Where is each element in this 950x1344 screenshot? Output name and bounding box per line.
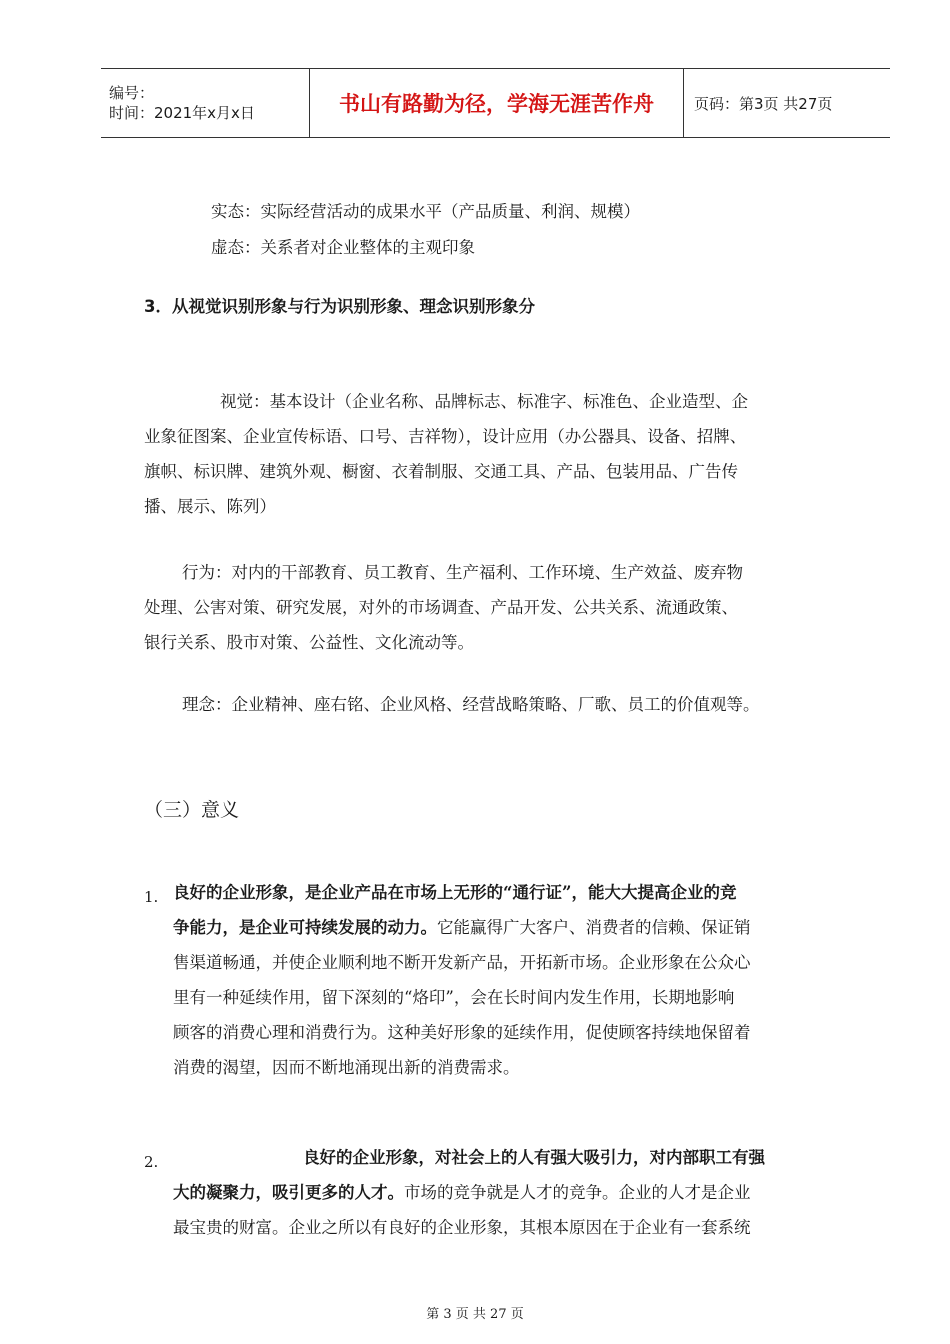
- item2-bold: 大的凝聚力，吸引更多的人才。: [173, 1183, 404, 1202]
- header-date-label: 时间：2021年x月x日: [109, 104, 255, 122]
- heading-3: 3．从视觉识别形象与行为识别形象、理念识别形象分: [144, 297, 535, 316]
- paragraph-concept: 理念：企业精神、座右铭、企业风格、经营战略策略、厂歌、员工的价值观等。: [182, 695, 760, 714]
- item2-line: [173, 1175, 853, 1210]
- page-header: [101, 68, 890, 138]
- behavior-line: 行为：对内的干部教育、员工教育、生产福利、工作环境、生产效益、废弃物: [182, 563, 743, 582]
- item1-line: 里有一种延续作用，留下深刻的“烙印”，会在长时间内发生作用，长期地影响: [173, 988, 735, 1007]
- page-footer: 第 3 页 共 27 页: [426, 1307, 524, 1322]
- item2-line: 最宝贵的财富。企业之所以有良好的企业形象，其根本原因在于企业有一套系统: [173, 1218, 751, 1237]
- item1-line: 良好的企业形象，是企业产品在市场上无形的“通行证”，能大大提高企业的竞: [173, 883, 737, 902]
- item1-rest: 它能赢得广大客户、消费者的信赖、保证销: [437, 918, 751, 937]
- line-shitai: 实态：实际经营活动的成果水平（产品质量、利润、规模）: [211, 202, 640, 221]
- item2-number: 2.: [144, 1153, 159, 1171]
- line-xutai: 虚态：关系者对企业整体的主观印象: [211, 238, 475, 257]
- header-number-label: 编号：: [109, 84, 155, 102]
- item1-line: 售渠道畅通，并使企业顺利地不断开发新产品，开拓新市场。企业形象在公众心: [173, 953, 751, 972]
- visual-line: 旗帜、标识牌、建筑外观、橱窗、衣着制服、交通工具、产品、包装用品、广告传: [144, 462, 738, 481]
- paragraph-behavior: [144, 555, 824, 660]
- item1-bold: 争能力，是企业可持续发展的动力。: [173, 918, 437, 937]
- item1-paragraph: [173, 875, 853, 1085]
- behavior-line: 银行关系、股市对策、公益性、文化流动等。: [144, 633, 474, 652]
- paragraph-visual: [144, 384, 824, 524]
- visual-line: 视觉：基本设计（企业名称、品牌标志、标准字、标准色、企业造型、企: [220, 392, 748, 411]
- header-meta: [101, 69, 310, 137]
- visual-line: 播、展示、陈列）: [144, 497, 276, 516]
- item2-line: 良好的企业形象，对社会上的人有强大吸引力，对内部职工有强: [303, 1148, 765, 1167]
- item2-paragraph: [173, 1140, 853, 1245]
- item1-line: 消费的渴望，因而不断地涌现出新的消费需求。: [173, 1058, 520, 1077]
- header-motto: 书山有路勤为径，学海无涯苦作舟: [310, 69, 684, 137]
- behavior-line: 处理、公害对策、研究发展，对外的市场调查、产品开发、公共关系、流通政策、: [144, 598, 738, 617]
- visual-line: 业象征图案、企业宣传标语、口号、吉祥物），设计应用（办公器具、设备、招牌、: [144, 427, 747, 446]
- header-page-info: 页码：第3页 共27页: [694, 94, 833, 113]
- item2-rest: 市场的竞争就是人才的竞争。企业的人才是企业: [404, 1183, 751, 1202]
- item1-line: 顾客的消费心理和消费行为。这种美好形象的延续作用，促使顾客持续地保留着: [173, 1023, 751, 1042]
- item1-line: [173, 910, 853, 945]
- section-title: （三）意义: [144, 799, 240, 821]
- item1-number: 1.: [144, 888, 159, 906]
